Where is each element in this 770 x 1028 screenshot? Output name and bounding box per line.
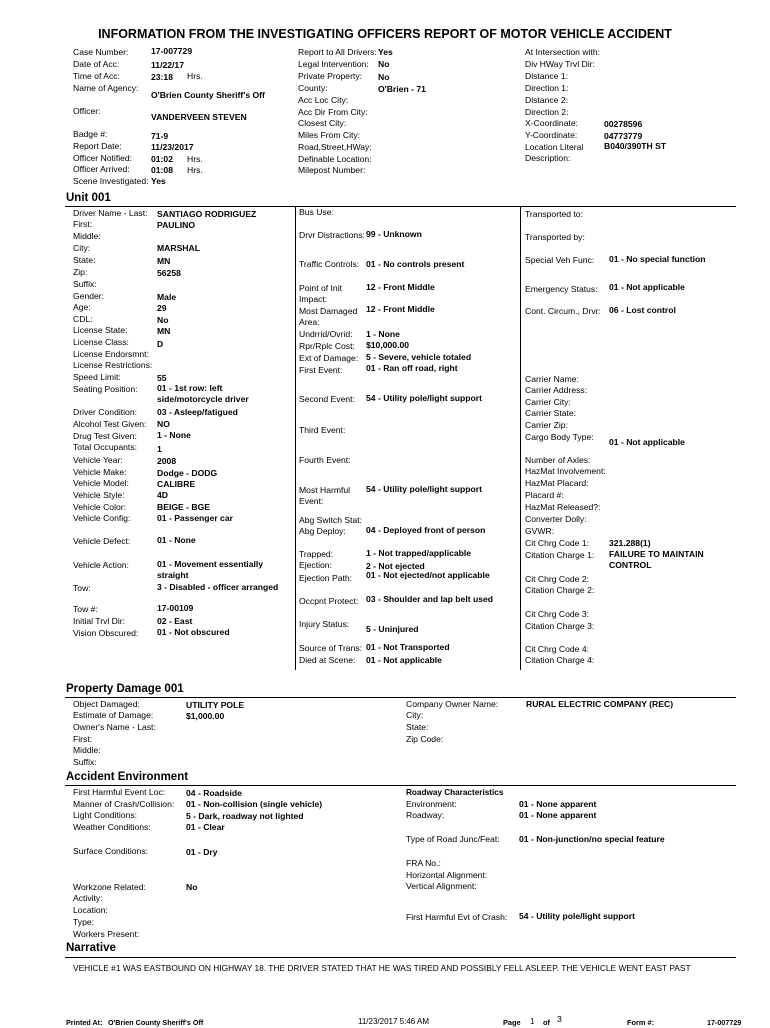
field-label: Citation Charge 4:: [525, 655, 595, 665]
field-label: Carrier Address:: [525, 385, 588, 395]
field-label: Miles From City:: [298, 130, 361, 140]
field-label: Case Number:: [73, 47, 129, 57]
field-label: Point of Init: [299, 283, 342, 293]
field-label: Second Event:: [299, 394, 355, 404]
field-value: RURAL ELECTRIC COMPANY (REC): [526, 699, 674, 709]
field-value: O'Brien - 71: [378, 84, 426, 94]
field-value: 01 - 1st row: left: [157, 383, 223, 393]
field-label: Vehicle Config:: [73, 513, 131, 523]
field-label: Zip Code:: [406, 734, 444, 744]
field-value: MN: [157, 326, 171, 336]
field-label: Traffic Controls:: [299, 259, 360, 269]
field-value: No: [378, 59, 390, 69]
field-value: D: [157, 339, 164, 349]
field-value: O'Brien County Sheriff's Off: [151, 90, 265, 100]
field-value: 5 - Severe, vehicle totaled: [366, 352, 472, 362]
divider: [65, 785, 736, 786]
field-value: 01 - Not ejected/not applicable: [366, 570, 490, 580]
field-label: Number of Axles:: [525, 455, 591, 465]
field-value: 01 - Not applicable: [366, 655, 442, 665]
field-label: First:: [73, 734, 93, 744]
field-value: CONTROL: [609, 560, 652, 570]
field-value: 01 - None: [157, 535, 196, 545]
field-value: 01 - Non-junction/no special feature: [519, 834, 665, 844]
field-label: Total Occupants:: [73, 442, 138, 452]
field-value: 17-007729: [151, 46, 193, 56]
field-value: 12 - Front Middle: [366, 304, 435, 314]
field-label: Vehicle Year:: [73, 455, 123, 465]
field-value: 1 - Not trapped/applicable: [366, 548, 472, 558]
field-label: Transported to:: [525, 209, 583, 219]
field-value: SANTIAGO RODRIGUEZ: [157, 209, 257, 219]
field-value: side/motorcycle driver: [157, 394, 249, 404]
field-label: Direction 1:: [525, 83, 569, 93]
field-value: 01 - Movement essentially: [157, 559, 264, 569]
field-label: Horizontal Alignment:: [406, 870, 488, 880]
field-value: B040/390TH ST: [604, 141, 667, 151]
field-label: Estimate of Damage:: [73, 710, 154, 720]
field-label: Distance 1:: [525, 71, 568, 81]
divider: [65, 206, 736, 207]
field-value: 06 - Lost control: [609, 305, 676, 315]
page-label: Page: [503, 1018, 521, 1027]
field-value: 54 - Utility pole/light support: [519, 911, 636, 921]
field-label: Description:: [525, 153, 571, 163]
field-value: MARSHAL: [157, 243, 200, 253]
field-label: Vertical Alignment:: [406, 881, 477, 891]
field-label: HazMat Placard:: [525, 478, 589, 488]
field-label: Died at Scene:: [299, 655, 356, 665]
field-label: Private Property:: [298, 71, 362, 81]
field-value: 01 - Not obscured: [157, 627, 230, 637]
field-label: At Intersection with:: [525, 47, 600, 57]
field-label: Suffix:: [73, 757, 97, 767]
field-label: Occpnt Protect:: [299, 596, 359, 606]
field-label: Light Conditions:: [73, 810, 138, 820]
field-value: $10,000.00: [366, 340, 410, 350]
field-value: 1 - None: [366, 329, 400, 339]
field-label: Zip:: [73, 267, 88, 277]
field-value: 03 - Shoulder and lap belt used: [366, 594, 494, 604]
field-label: Undrrid/Ovrid:: [299, 329, 353, 339]
field-value: 01 - Clear: [186, 822, 225, 832]
field-value: FAILURE TO MAINTAIN: [609, 549, 704, 559]
field-value: No: [157, 315, 169, 325]
page-count: 3: [557, 1014, 562, 1024]
field-value: 4D: [157, 490, 168, 500]
field-label: Vehicle Model:: [73, 478, 129, 488]
field-label: Bus Use:: [299, 207, 334, 217]
field-label: Citation Charge 3:: [525, 621, 595, 631]
divider: [65, 957, 736, 958]
field-label: County:: [298, 83, 328, 93]
field-value: 1: [157, 444, 162, 454]
field-value: 01:02: [151, 154, 173, 164]
field-value: 1 - None: [157, 430, 191, 440]
field-label: Time of Acc:: [73, 71, 120, 81]
field-value: 01 - Ran off road, right: [366, 363, 458, 373]
field-label: Milepost Number:: [298, 165, 366, 175]
field-label: Driver Condition:: [73, 407, 137, 417]
printed-at-value: O'Brien County Sheriff's Off: [108, 1018, 204, 1027]
field-label: Initial Trvl Dir:: [73, 616, 126, 626]
field-label: Workzone Related:: [73, 882, 146, 892]
field-label: First Harmful Event Loc:: [73, 787, 166, 797]
field-value: 02 - East: [157, 616, 193, 626]
field-value: 99 - Unknown: [366, 229, 422, 239]
field-label: Acc Loc City:: [298, 95, 349, 105]
field-label: GVWR:: [525, 526, 555, 536]
field-label: City:: [406, 710, 424, 720]
field-value: 71-9: [151, 131, 169, 141]
field-label: License State:: [73, 325, 128, 335]
section-heading-property: Property Damage 001: [66, 683, 184, 695]
field-label: Object Damaged:: [73, 699, 140, 709]
field-label: Road,Street,HWay:: [298, 142, 372, 152]
field-value: 17-00109: [157, 603, 194, 613]
field-label: Scene Investigated:: [73, 176, 149, 186]
field-value: straight: [157, 570, 189, 580]
field-value: 2 - Not ejected: [366, 561, 425, 571]
print-datetime: 11/23/2017 5:46 AM: [358, 1017, 430, 1026]
field-value: 29: [157, 303, 167, 313]
field-label: Legal Intervention:: [298, 59, 369, 69]
field-label: Workers Present:: [73, 929, 140, 939]
field-value: 54 - Utility pole/light support: [366, 393, 483, 403]
field-label: Closest City:: [298, 118, 347, 128]
field-label: Tow:: [73, 583, 91, 593]
field-label: Officer:: [73, 106, 101, 116]
field-value: 2008: [157, 456, 177, 466]
field-unit: Hrs.: [187, 165, 203, 175]
field-label: Cit Chrg Code 2:: [525, 574, 590, 584]
field-value: 00278596: [604, 119, 643, 129]
field-label: Age:: [73, 302, 91, 312]
field-value: 54 - Utility pole/light support: [366, 484, 483, 494]
field-label: FRA No.:: [406, 858, 441, 868]
field-value: 5 - Dark, roadway not lighted: [186, 811, 304, 821]
field-label: Weather Conditions:: [73, 822, 151, 832]
field-label: Vehicle Color:: [73, 502, 127, 512]
field-label: Cit Chrg Code 1:: [525, 538, 590, 548]
field-value: BEIGE - BGE: [157, 502, 211, 512]
field-value: PAULINO: [157, 220, 196, 230]
field-value: 11/22/17: [151, 60, 184, 70]
field-label: Company Owner Name:: [406, 699, 499, 709]
field-label: Ext of Damage:: [299, 353, 359, 363]
field-label: Abg Switch Stat:: [299, 515, 363, 525]
field-value: No: [186, 882, 198, 892]
field-value: 01 - Non-collision (single vehicle): [186, 799, 323, 809]
field-label: Distance 2:: [525, 95, 568, 105]
field-label: Vision Obscured:: [73, 628, 139, 638]
field-label: License Restrictions:: [73, 360, 153, 370]
field-unit: Hrs.: [187, 154, 203, 164]
field-label: Roadway:: [406, 810, 445, 820]
field-label: Trapped:: [299, 549, 334, 559]
form-label: Form #:: [627, 1018, 655, 1027]
field-label: Suffix:: [73, 279, 97, 289]
field-label: Report Date:: [73, 141, 122, 151]
field-value: MN: [157, 256, 171, 266]
column-divider: [520, 206, 521, 670]
field-label: Surface Conditions:: [73, 846, 148, 856]
field-label: Seating Position:: [73, 384, 138, 394]
field-label: Drvr Distractions:: [299, 230, 365, 240]
field-label: Converter Dolly:: [525, 514, 587, 524]
field-label: Owner's Name - Last:: [73, 722, 156, 732]
field-label: Injury Status:: [299, 619, 350, 629]
field-label: Gender:: [73, 291, 105, 301]
field-label: Badge #:: [73, 129, 108, 139]
field-value: 01 - None apparent: [519, 810, 597, 820]
field-label: Middle:: [73, 231, 101, 241]
field-value: 01 - Not applicable: [609, 437, 685, 447]
field-label: Direction 2:: [525, 107, 569, 117]
field-label: Drug Test Given:: [73, 431, 137, 441]
field-label: Location Literal: [525, 142, 584, 152]
field-value: NO: [157, 419, 170, 429]
field-value: 01 - Not Transported: [366, 642, 450, 652]
report-title: INFORMATION FROM THE INVESTIGATING OFFICERS REPORT OF MOTOR VEHICLE ACCIDENT: [98, 27, 672, 41]
field-label: Citation Charge 2:: [525, 585, 595, 595]
field-label: Most Harmful: [299, 485, 351, 495]
field-value: 55: [157, 373, 167, 383]
field-label: Manner of Crash/Collision:: [73, 799, 175, 809]
field-value: 04773779: [604, 131, 643, 141]
field-label: Rpr/Rplc Cost:: [299, 341, 355, 351]
field-label: CDL:: [73, 314, 93, 324]
field-label: Ejection Path:: [299, 573, 353, 583]
roadway-characteristics-heading: Roadway Characteristics: [406, 788, 504, 797]
field-label: City:: [73, 243, 91, 253]
field-label: X-Coordinate:: [525, 118, 579, 128]
field-value: 04 - Deployed front of person: [366, 525, 486, 535]
field-label: Vehicle Style:: [73, 490, 125, 500]
field-label: HazMat Released?:: [525, 502, 601, 512]
section-heading-narrative: Narrative: [66, 942, 116, 954]
field-value: $1,000.00: [186, 711, 225, 721]
section-heading-environment: Accident Environment: [66, 771, 189, 783]
field-label: Carrier Zip:: [525, 420, 568, 430]
field-value: 01 - No controls present: [366, 259, 465, 269]
section-heading-unit: Unit 001: [66, 192, 111, 204]
field-value: 12 - Front Middle: [366, 282, 435, 292]
field-label: Activity:: [73, 893, 103, 903]
field-label: License Class:: [73, 337, 129, 347]
field-label: HazMat Involvement:: [525, 466, 606, 476]
field-value: 01 - None apparent: [519, 799, 597, 809]
field-value: 03 - Asleep/fatigued: [157, 407, 238, 417]
field-label: Area:: [299, 317, 320, 327]
field-label: First:: [73, 219, 93, 229]
field-label: Cargo Body Type:: [525, 432, 594, 442]
form-number: 17-007729: [707, 1018, 742, 1027]
field-value: 321.288(1): [609, 538, 651, 548]
field-value: Dodge - DODG: [157, 468, 218, 478]
field-value: 11/23/2017: [151, 142, 194, 152]
field-label: First Event:: [299, 365, 343, 375]
field-label: Vehicle Action:: [73, 560, 129, 570]
field-label: Source of Trans:: [299, 643, 363, 653]
field-value: 04 - Roadside: [186, 788, 242, 798]
field-value: 01:08: [151, 165, 173, 175]
field-label: Ejection:: [299, 560, 332, 570]
field-label: Placard #:: [525, 490, 564, 500]
field-value: CALIBRE: [157, 479, 196, 489]
field-label: Driver Name - Last:: [73, 208, 148, 218]
field-value: 56258: [157, 268, 181, 278]
field-label: Cont. Circum., Drvr:: [525, 306, 601, 316]
field-value: Yes: [151, 176, 166, 186]
field-label: Vehicle Defect:: [73, 536, 131, 546]
field-label: Impact:: [299, 294, 328, 304]
divider: [65, 697, 736, 698]
field-label: Carrier City:: [525, 397, 571, 407]
field-label: Location:: [73, 905, 108, 915]
field-label: Special Veh Func:: [525, 255, 595, 265]
field-label: Cit Chrg Code 4:: [525, 644, 590, 654]
field-label: Most Damaged: [299, 306, 358, 316]
printed-at-label: Printed At:: [66, 1018, 103, 1027]
field-label: Type of Road Junc/Feat:: [406, 834, 500, 844]
field-label: Alcohol Test Given:: [73, 419, 147, 429]
field-value: 01 - Not applicable: [609, 282, 685, 292]
field-value: 01 - No special function: [609, 254, 706, 264]
field-value: 01 - Dry: [186, 847, 218, 857]
field-label: Y-Coordinate:: [525, 130, 578, 140]
field-label: Date of Acc:: [73, 59, 120, 69]
field-unit: Hrs.: [187, 71, 203, 81]
field-value: 3 - Disabled - officer arranged: [157, 582, 279, 592]
field-value: No: [378, 72, 390, 82]
field-label: Emergency Status:: [525, 284, 598, 294]
narrative-text: VEHICLE #1 WAS EASTBOUND ON HIGHWAY 18. THE DRIVER STATED THAT HE WAS TIRED AND POSSIBLY FELL ASLEEP. THE VEHICLE WENT EAST PAST: [73, 963, 691, 973]
field-label: Officer Arrived:: [73, 164, 130, 174]
field-label: Type:: [73, 917, 95, 927]
field-label: Cit Chrg Code 3:: [525, 609, 590, 619]
field-value: 23:18: [151, 72, 173, 82]
field-label: State:: [73, 255, 96, 265]
field-label: First Harmful Evt of Crash:: [406, 912, 508, 922]
field-label: Acc Dir From City:: [298, 107, 368, 117]
field-label: Event:: [299, 496, 324, 506]
field-label: State:: [406, 722, 429, 732]
field-value: Male: [157, 292, 177, 302]
field-value: Yes: [378, 47, 393, 57]
field-label: Middle:: [73, 745, 101, 755]
field-label: Environment:: [406, 799, 457, 809]
field-value: 01 - Passenger car: [157, 513, 233, 523]
field-label: Report to All Drivers:: [298, 47, 377, 57]
field-label: License Endorsmnt:: [73, 349, 149, 359]
field-label: Speed Limit:: [73, 372, 121, 382]
field-label: Vehicle Make:: [73, 467, 127, 477]
field-value: 5 - Uninjured: [366, 624, 419, 634]
page-number: 1: [530, 1017, 535, 1026]
field-label: Fourth Event:: [299, 455, 351, 465]
field-label: Transported by:: [525, 232, 585, 242]
field-label: Definable Location:: [298, 154, 372, 164]
field-label: Name of Agency:: [73, 83, 139, 93]
field-label: Carrier State:: [525, 408, 577, 418]
field-value: VANDERVEEN STEVEN: [151, 112, 247, 122]
field-label: Officer Notified:: [73, 153, 133, 163]
field-label: Abg Deploy:: [299, 526, 346, 536]
field-label: Tow #:: [73, 604, 98, 614]
field-label: Carrier Name:: [525, 374, 579, 384]
field-label: Div HWay Trvl Dir:: [525, 59, 595, 69]
column-divider: [295, 206, 296, 670]
field-label: Citation Charge 1:: [525, 550, 595, 560]
of-label: of: [543, 1018, 550, 1027]
field-value: UTILITY POLE: [186, 700, 245, 710]
field-label: Third Event:: [299, 425, 346, 435]
